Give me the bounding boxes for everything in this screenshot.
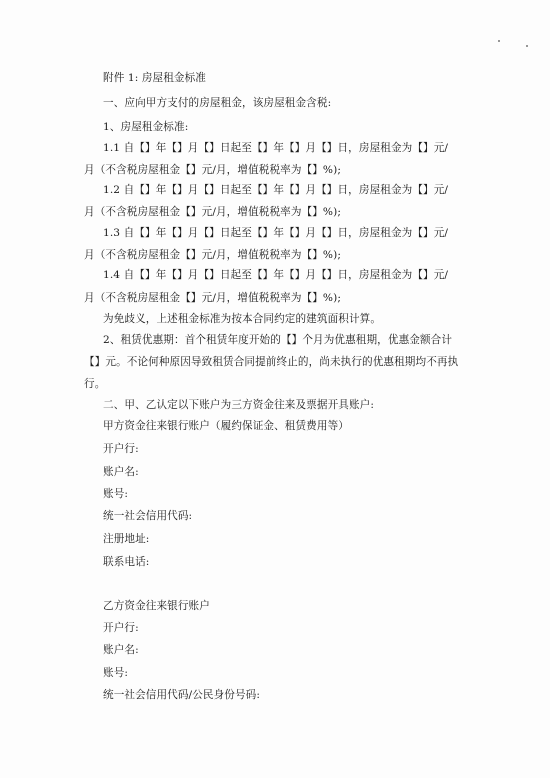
ambiguity-note: 为免歧义，上述租金标准为按本合同约定的建筑面积计算。: [103, 313, 382, 325]
rent-item-4-line-2: 月（不含税房屋租金【】元/月，增值税税率为【】%);: [84, 292, 341, 304]
party-a-credit-code-label: 统一社会信用代码:: [103, 510, 193, 522]
section-2-heading: 二、甲、乙认定以下账户为三方资金往来及票据开具账户:: [103, 399, 375, 411]
rent-item-1-line-1: 1.1 自【】年【】月【】日起至【】年【】月【】日，房屋租金为【】元/: [103, 142, 449, 154]
rent-item-2-line-2: 月（不含税房屋租金【】元/月，增值税税率为【】%);: [84, 206, 341, 218]
attachment-title: 附件 1: 房屋租金标准: [103, 72, 206, 84]
party-a-account-name-label: 账户名:: [103, 466, 139, 478]
party-b-account-name-label: 账户名:: [103, 644, 139, 656]
party-a-bank-label: 开户行:: [103, 443, 139, 455]
scan-speck: [526, 45, 528, 47]
party-a-account-title: 甲方资金往来银行账户（履约保证金、租赁费用等）: [103, 420, 349, 432]
scan-speck: [498, 40, 500, 42]
discount-clause-line-3: 行。: [84, 378, 106, 390]
party-a-account-number-label: 账号:: [103, 488, 129, 500]
discount-clause-line-2: 【】元。不论何种原因导致租赁合同提前终止的，尚未执行的优惠租期均不再执: [84, 356, 459, 368]
discount-clause-line-1: 2、租赁优惠期：首个租赁年度开始的【】个月为优惠租期，优惠金额合计: [103, 334, 453, 346]
party-a-phone-label: 联系电话:: [103, 556, 150, 568]
party-b-account-title: 乙方资金往来银行账户: [103, 600, 210, 612]
section-1-heading: 一、应向甲方支付的房屋租金，该房屋租金含税:: [103, 97, 332, 109]
party-b-credit-code-label: 统一社会信用代码/公民身份号码:: [103, 689, 261, 701]
rent-item-3-line-2: 月（不含税房屋租金【】元/月，增值税税率为【】%);: [84, 249, 341, 261]
rent-item-2-line-1: 1.2 自【】年【】月【】日起至【】年【】月【】日，房屋租金为【】元/: [103, 184, 449, 196]
rent-item-3-line-1: 1.3 自【】年【】月【】日起至【】年【】月【】日，房屋租金为【】元/: [103, 227, 449, 239]
party-b-account-number-label: 账号:: [103, 667, 129, 679]
party-a-address-label: 注册地址:: [103, 533, 150, 545]
rent-standard-heading: 1、房屋租金标准:: [103, 121, 189, 133]
rent-item-1-line-2: 月（不含税房屋租金【】元/月，增值税税率为【】%);: [84, 164, 341, 176]
party-b-bank-label: 开户行:: [103, 622, 139, 634]
rent-item-4-line-1: 1.4 自【】年【】月【】日起至【】年【】月【】日，房屋租金为【】元/: [103, 269, 449, 281]
